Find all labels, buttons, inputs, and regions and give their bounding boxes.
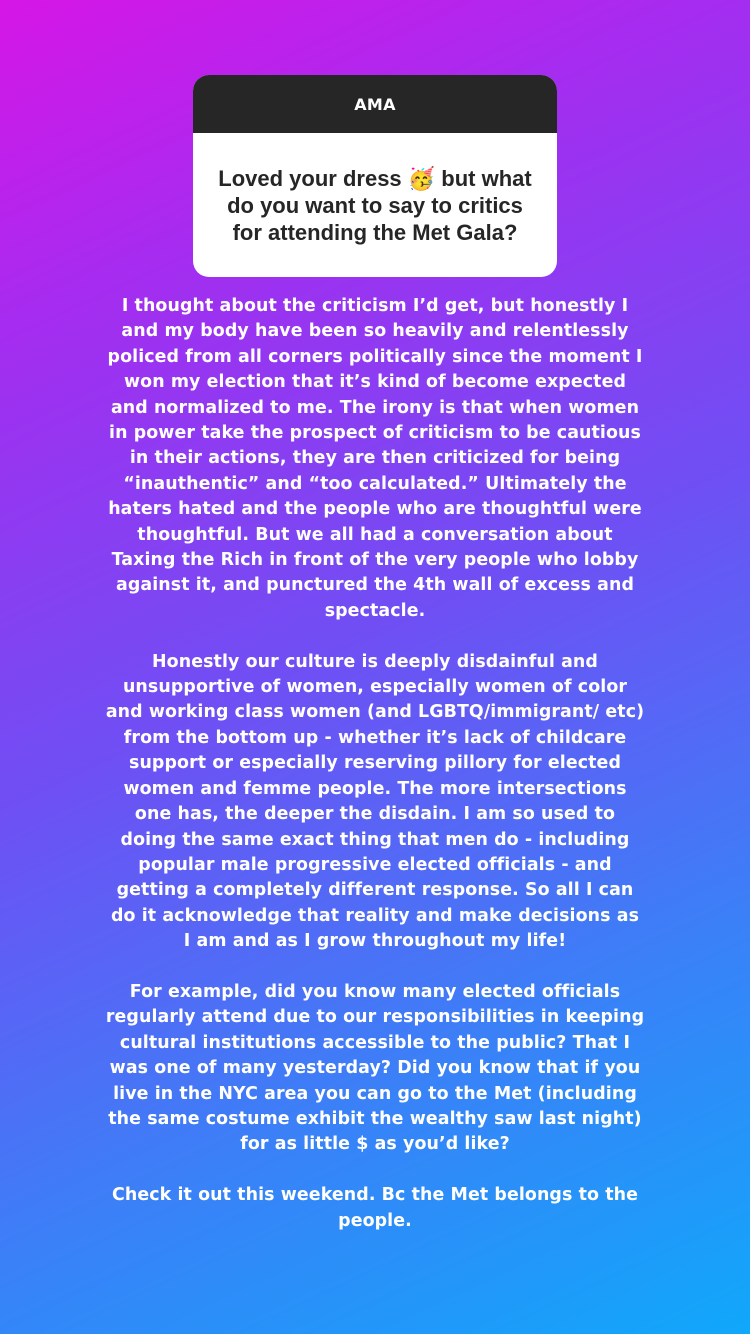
answer-paragraph: I thought about the criticism I’d get, but honestly I and my body have been so heavily and relentlessly policed from all corners politically since the moment I won my election that it’s kind of become expected and normalized to me. The irony is that when women in power take the prospect of criticism to be cautious in their actions, they are then criticized for being “inauthentic” and “too calculated.” Ultimately the haters hated and the people who are thoughtful were thoughtful. But we all had a conversation about Taxing the Rich in front of the very people who lobby against it, and punctured the 4th wall of excess and spectacle. xyxy=(107,296,643,621)
answer-text xyxy=(105,294,645,1234)
answer-paragraph: For example, did you know many elected officials regularly attend due to our responsibilities in keeping cultural institutions accessible to the public? That I was one of many yesterday? Did you know that if you live in the NYC area you can go to the Met (including the same costume exhibit the wealthy saw last night) for as little $ as you’d like? xyxy=(105,981,645,1155)
question-sticker[interactable] xyxy=(193,75,557,277)
answer-paragraph: Honestly our culture is deeply disdainful and unsupportive of women, especially women of color and working class women (and LGBTQ/immigrant/ etc) from the bottom up - whether it’s lack of childcare support or especially reserving pillory for elected women and femme people. The more intersections one has, the deeper the disdain. I am so used to doing the same exact thing that men do - including popular male progressive elected officials - and getting a completely different response. So all I can do it acknowledge that reality and make decisions as I am and as I grow throughout my life! xyxy=(105,651,645,952)
question-sticker-header: AMA xyxy=(193,75,557,133)
answer-paragraph: Check it out this weekend. Bc the Met belongs to the people. xyxy=(111,1185,638,1231)
question-text: Loved your dress 🥳 but what do you want to say to critics for attending the Met Gala? xyxy=(218,165,532,245)
